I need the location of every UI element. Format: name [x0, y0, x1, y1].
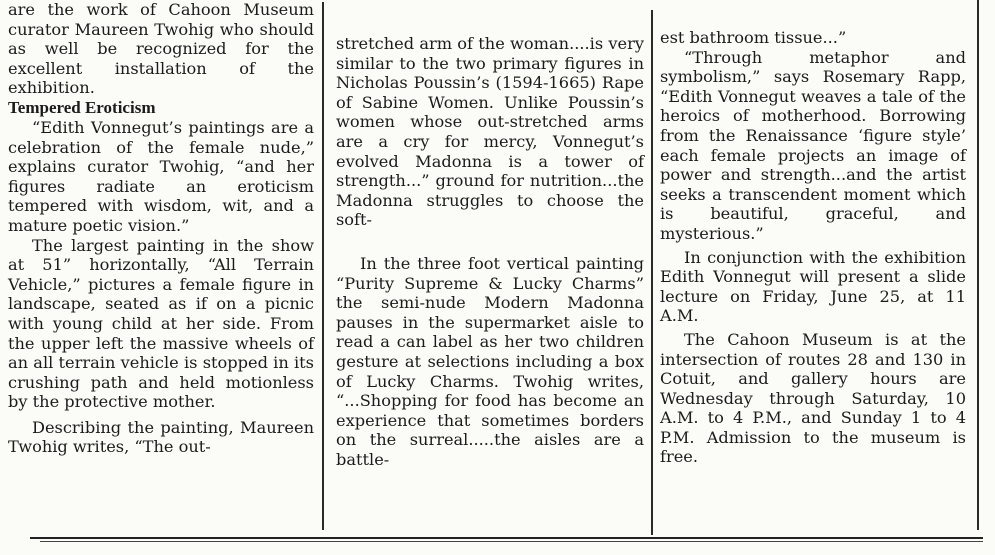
- col2-paragraph-1: stretched arm of the woman....is very similar to the two primary figures in Nicholas Poussin’s (1594-1665) Rape of Sabine Women. Unlike Poussin’s women whose out-stretched arms are a cry for mercy, Vonnegut’s evolved Madonna is a tower of strength...” ground for nutrition...the Madonna struggles to choose the soft-: [336, 34, 644, 230]
- col1-paragraph-1: are the work of Cahoon Museum curator Maureen Twohig who should as well be recognized for the excellent installation of the exhibition.: [8, 0, 314, 98]
- column-divider-1: [322, 2, 324, 530]
- column-divider-3: [977, 0, 979, 530]
- col1-paragraph-2: “Edith Vonnegut’s paintings are a celebration of the female nude,” explains curator Twohig, “and her figures radiate an eroticism tempered with wisdom, wit, and a mature poetic vision.”: [8, 117, 314, 235]
- col3-paragraph-4: The Cahoon Museum is at the intersection of routes 28 and 130 in Cotuit, and gallery hours are Wednesday through Saturday, 10 A.M. to 4 P.M., and Sunday 1 to 4 P.M. Admission to the museum is free.: [660, 329, 966, 467]
- col1-paragraph-3: The largest painting in the show at 51” horizontally, “All Terrain Vehicle,” pictures a female figure in landscape, seated as if on a picnic with young child at her side. From the upper left the massive wheels of an all terrain vehicle is stopped in its crushing path and held motionless by the protective mother.: [8, 235, 314, 412]
- bottom-rule-thin: [40, 541, 983, 542]
- col3-paragraph-3: In conjunction with the exhibition Edith Vonnegut will present a slide lecture on Friday, June 25, at 11 A.M.: [660, 247, 966, 326]
- col3-paragraph-1: est bathroom tissue...”: [660, 28, 847, 47]
- col1-paragraph-4: Describing the painting, Maureen Twohig writes, “The out-: [8, 417, 314, 457]
- column-3: [660, 28, 966, 467]
- bottom-rule: [30, 537, 983, 539]
- col2-paragraph-2: In the three foot vertical painting “Purity Supreme & Lucky Charms” the semi-nude Modern Madonna pauses in the supermarket aisle to read a can label as her two children gesture at selections including a box of Lucky Charms. Twohig writes, “...Shopping for food has become an experience that sometimes borders on the surreal.....the aisles are a battle-: [336, 253, 644, 469]
- subheading-tempered-eroticism: Tempered Eroticism: [8, 97, 156, 117]
- column-divider-2: [651, 10, 653, 535]
- col3-paragraph-2: “Through metaphor and symbolism,” says Rosemary Rapp, “Edith Vonnegut weaves a tale of the heroics of motherhood. Borrowing from the Renaissance ‘figure style’ each female projects an image of power and strength...and the artist seeks a transcendent moment which is beautiful, graceful, and mysterious.”: [660, 47, 966, 243]
- column-1: [8, 0, 314, 457]
- column-2: [336, 34, 644, 469]
